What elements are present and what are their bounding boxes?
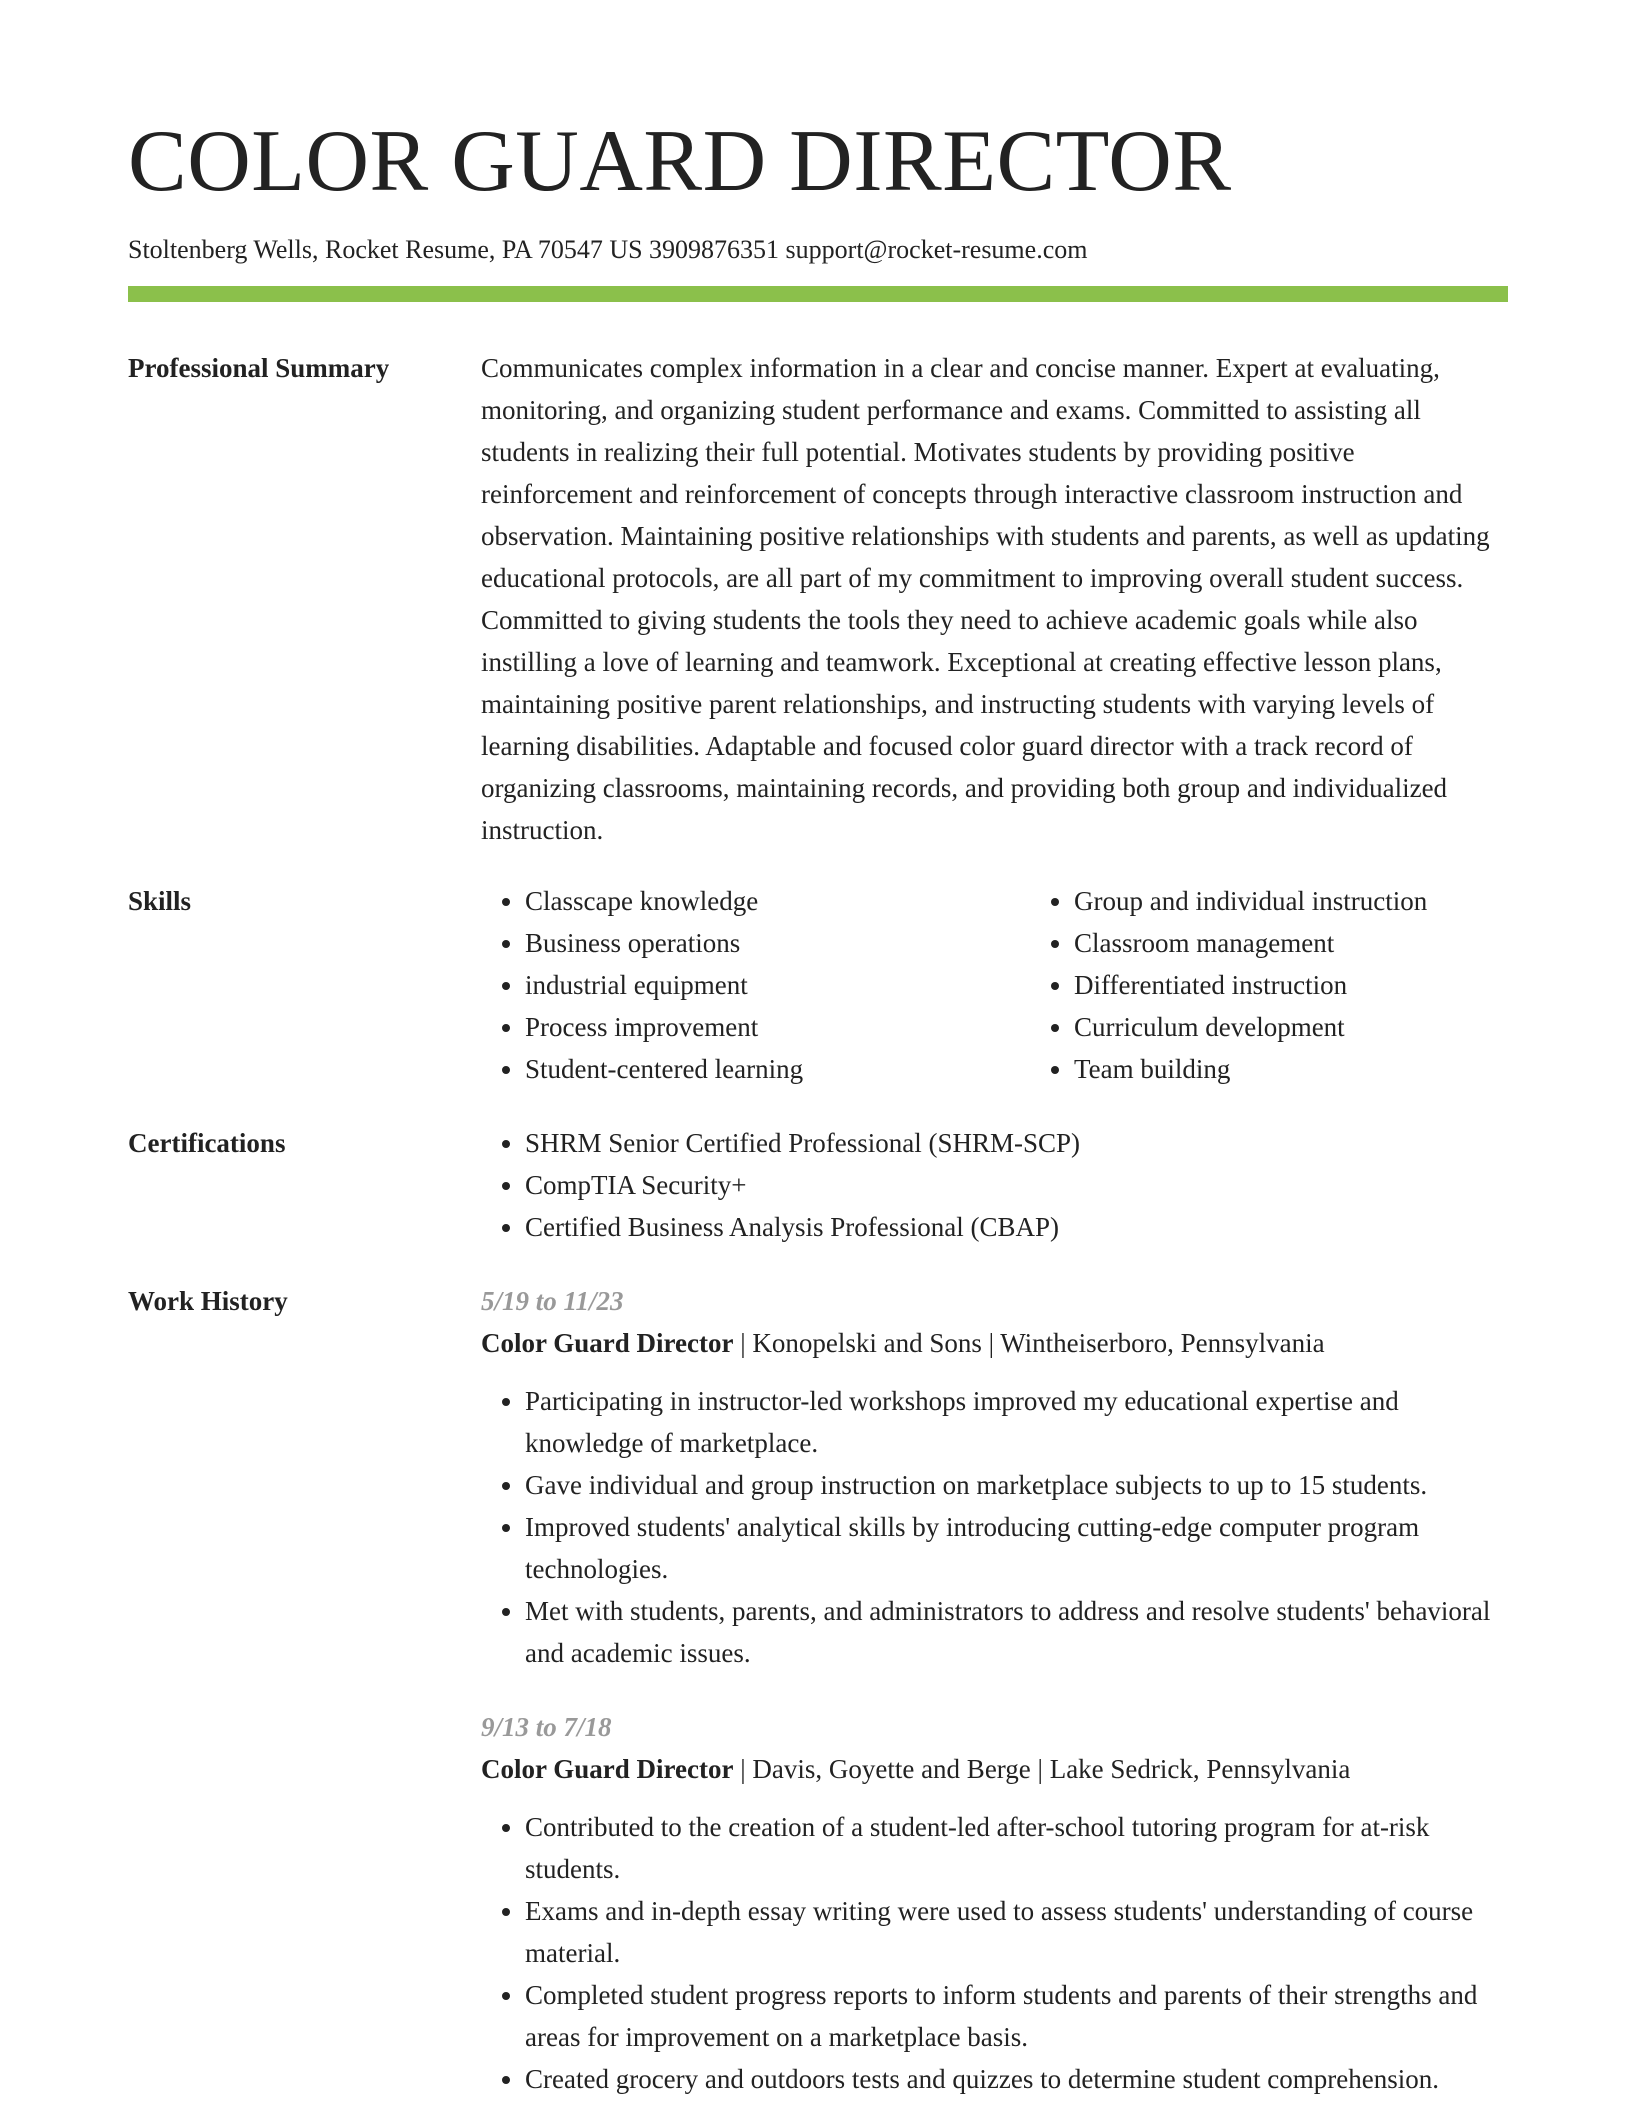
work-history-heading: Work History <box>128 1286 288 1316</box>
accent-divider <box>128 286 1508 302</box>
skill-item: • Curriculum development <box>1074 1006 1579 1048</box>
job-bullet: • Gave individual and group instruction on marketplace subjects to up to 15 students. <box>525 1464 1508 1506</box>
skill-item: • Student-centered learning <box>525 1048 1030 1090</box>
certification-item: • CompTIA Security+ <box>525 1164 1508 1206</box>
summary-heading: Professional Summary <box>128 353 390 383</box>
job-bullet: • Completed student progress reports to inform students and parents of their strengths and areas for improvement on a marketplace basis. <box>525 1974 1508 2058</box>
summary-text: Communicates complex information in a clear and concise manner. Expert at evaluating, monitoring, and organizing student performance and exams. Committed to assisting all students in realizing their full potential. Motivates students by providing positive reinforcement and reinforcement of concepts through interactive classroom instruction and observation. Maintaining positive relationships with students and parents, as well as updating educational protocols, are all part of my commitment to improving overall student success. Committed to giving students the tools they need to achieve academic goals while also instilling a love of learning and teamwork. Exceptional at creating effective lesson plans, maintaining positive parent relationships, and instructing students with varying levels of learning disabilities. Adaptable and focused color guard director with a track record of organizing classrooms, maintaining records, and providing both group and individualized instruction. <box>481 353 1490 845</box>
job-title: Color Guard Director <box>481 1328 734 1358</box>
skills-left-list <box>481 880 1030 1090</box>
skill-item: • industrial equipment <box>525 964 1030 1006</box>
job-location: Lake Sedrick, Pennsylvania <box>1049 1754 1351 1784</box>
skill-item: • Team building <box>1074 1048 1579 1090</box>
job-bullets <box>481 1380 1508 1674</box>
job-company: Konopelski and Sons <box>752 1328 982 1358</box>
skill-item: • Classroom management <box>1074 922 1579 964</box>
job-separator: | <box>1030 1754 1050 1784</box>
certification-item: • Certified Business Analysis Professional (CBAP) <box>525 1206 1508 1248</box>
job-bullet: • Improved students' analytical skills by introducing cutting-edge computer program technologies. <box>525 1506 1508 1590</box>
job-location: Wintheiserboro, Pennsylvania <box>1000 1328 1325 1358</box>
job-title: Color Guard Director <box>481 1754 734 1784</box>
skill-item: • Classcape knowledge <box>525 880 1030 922</box>
job-separator: | <box>981 1328 1001 1358</box>
job-company: Davis, Goyette and Berge <box>752 1754 1031 1784</box>
job-bullet: • Exams and in-depth essay writing were used to assess students' understanding of course material. <box>525 1890 1508 1974</box>
certification-item: • SHRM Senior Certified Professional (SHRM-SCP) <box>525 1122 1508 1164</box>
certifications-heading: Certifications <box>128 1128 286 1158</box>
skill-item: • Differentiated instruction <box>1074 964 1579 1006</box>
resume-name: COLOR GUARD DIRECTOR <box>128 113 1232 210</box>
job-dates: 5/19 to 11/23 <box>481 1286 624 1316</box>
job-header <box>481 1748 1508 1790</box>
job-bullet: • Created grocery and outdoors tests and quizzes to determine student comprehension. <box>525 2058 1508 2100</box>
skill-item: • Business operations <box>525 922 1030 964</box>
certifications-content <box>481 1122 1508 1248</box>
job-bullets <box>481 1806 1508 2100</box>
job-dates: 9/13 to 7/18 <box>481 1712 612 1742</box>
job-separator: | <box>733 1328 753 1358</box>
skills-heading: Skills <box>128 886 192 916</box>
skill-item: • Process improvement <box>525 1006 1030 1048</box>
job-separator: | <box>733 1754 753 1784</box>
job-bullet: • Met with students, parents, and administrators to address and resolve students' behavioral and academic issues. <box>525 1590 1508 1674</box>
job-bullet: • Contributed to the creation of a student-led after-school tutoring program for at-risk students. <box>525 1806 1508 1890</box>
skills-columns <box>481 880 1508 1090</box>
work-history-content <box>481 1280 1508 2100</box>
certifications-list <box>481 1122 1508 1248</box>
job-entry <box>481 1706 1508 2100</box>
summary-content <box>481 347 1508 851</box>
job-bullet: • Participating in instructor-led workshops improved my educational expertise and knowledge of marketplace. <box>525 1380 1508 1464</box>
job-header <box>481 1322 1508 1364</box>
skill-item: • Group and individual instruction <box>1074 880 1579 922</box>
skills-right-list <box>1030 880 1579 1090</box>
contact-line: Stoltenberg Wells, Rocket Resume, PA 70547 US 3909876351 support@rocket-resume.com <box>128 235 1088 264</box>
job-entry <box>481 1280 1508 1674</box>
